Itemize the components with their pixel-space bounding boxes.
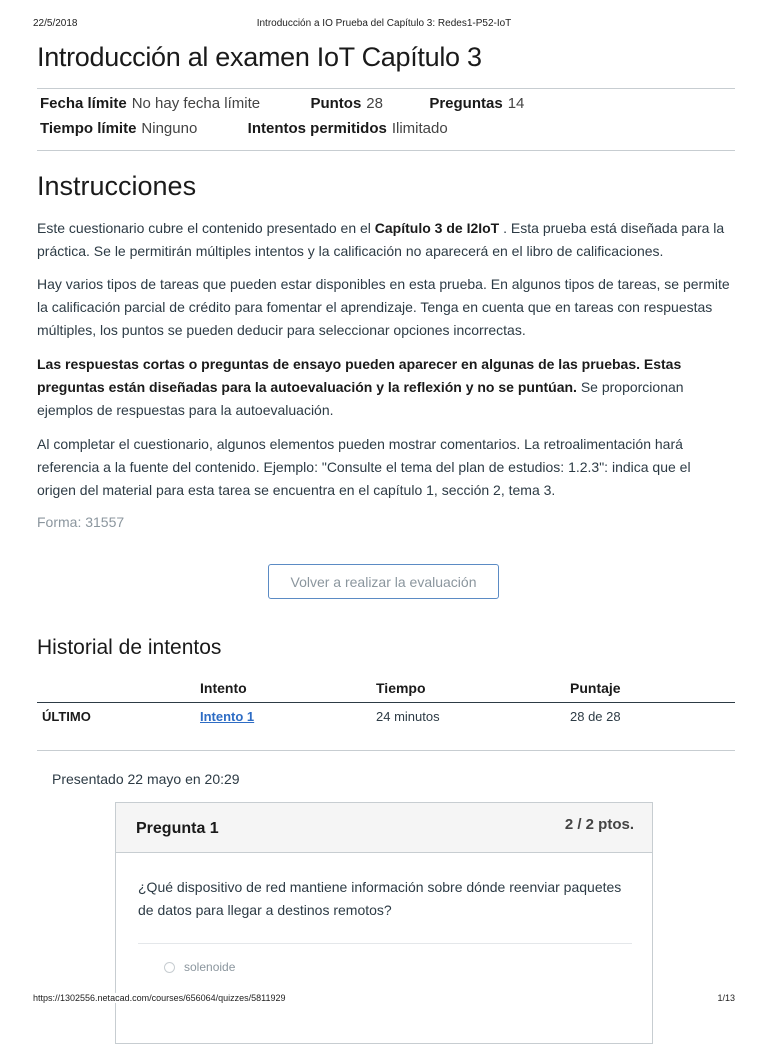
questions-label: Preguntas: [429, 95, 503, 112]
print-title: Introducción a IO Prueba del Capítulo 3: Redes1-P52-IoT: [256, 18, 512, 29]
divider: [37, 88, 735, 89]
instructions-paragraph-4: Al completar el cuestionario, algunos elementos pueden mostrar comentarios. La retroalimentación hará referencia a la fuente del contenido. Ejemplo: "Consulte el tema del plan de estudios: 1.2.3": indica que el origen del material para esta tarea se encuentra en el capítulo 1, sección 2, tema 3.: [37, 436, 691, 498]
column-header-time: Tiempo: [376, 680, 426, 696]
attempt-score: 28 de 28: [570, 709, 621, 724]
attempts-label: Intentos permitidos: [247, 120, 387, 137]
time-limit-label: Tiempo límite: [40, 120, 137, 137]
instructions-bold-text: Las respuestas cortas o preguntas de ensayo pueden aparecer en algunas de las pruebas. Estas preguntas están diseñadas para la autoevaluación y la reflexión y no se puntúan.: [37, 356, 682, 395]
latest-tag: ÚLTIMO: [42, 709, 91, 724]
instructions-paragraph-3: [37, 353, 731, 422]
question-points: 2 / 2 ptos.: [564, 816, 634, 833]
question-text: ¿Qué dispositivo de red mantiene información sobre dónde reenviar paquetes de datos para llegar a destinos remotos?: [138, 879, 622, 918]
submitted-timestamp: Presentado 22 mayo en 20:29: [52, 771, 240, 787]
points-value: 28: [366, 95, 383, 112]
question-card: [115, 802, 653, 1044]
form-id: Forma: 31557: [37, 514, 125, 530]
answer-label: solenoide: [184, 960, 236, 974]
instructions-heading: Instrucciones: [37, 171, 197, 201]
divider: [37, 150, 735, 151]
time-limit-value: Ninguno: [141, 120, 198, 137]
attempt-time: 24 minutos: [376, 709, 440, 724]
instructions-text: . Esta prueba está diseñada para la práctica. Se le permitirán múltiples intentos y la calificación no aparecerá en el libro de calificaciones.: [37, 220, 725, 259]
question-header: [116, 803, 652, 853]
print-date: 22/5/2018: [33, 18, 78, 29]
instructions-text: Se proporcionan ejemplos de respuestas para la autoevaluación.: [37, 379, 684, 418]
due-label: Fecha límite: [40, 95, 127, 112]
radio-button[interactable]: [164, 962, 175, 973]
due-value: No hay fecha límite: [131, 95, 261, 112]
column-header-score: Puntaje: [570, 680, 621, 696]
column-header-attempt: Intento: [200, 680, 247, 696]
points-label: Puntos: [310, 95, 362, 112]
chapter-reference: Capítulo 3 de I2IoT: [374, 220, 500, 236]
retake-quiz-button[interactable]: Volver a realizar la evaluación: [268, 564, 499, 599]
instructions-paragraph-1: [37, 217, 731, 263]
print-page-number: 1/13: [717, 993, 735, 1003]
attempt-history-heading: Historial de intentos: [37, 636, 222, 659]
attempts-value: Ilimitado: [391, 120, 448, 137]
questions-value: 14: [507, 95, 525, 112]
quiz-meta-row-1: [40, 95, 524, 112]
divider: [138, 943, 632, 944]
question-title: Pregunta 1: [136, 820, 219, 837]
answer-option[interactable]: [164, 960, 235, 974]
table-header-divider: [37, 702, 735, 703]
page-title: Introducción al examen IoT Capítulo 3: [37, 42, 482, 72]
instructions-text: Este cuestionario cubre el contenido presentado en el: [37, 220, 375, 236]
quiz-meta-row-2: [40, 120, 448, 137]
divider: [37, 750, 735, 751]
print-url: https://1302556.netacad.com/courses/656064/quizzes/5811929: [33, 993, 286, 1003]
instructions-paragraph-2: Hay varios tipos de tareas que pueden estar disponibles en esta prueba. En algunos tipos de tareas, se permite la calificación parcial de crédito para fomentar el aprendizaje. Tenga en cuenta que en tareas con respuestas múltiples, los puntos se pueden deducir para seleccionar opciones incorrectas.: [37, 276, 730, 338]
attempt-link[interactable]: Intento 1: [200, 709, 255, 724]
